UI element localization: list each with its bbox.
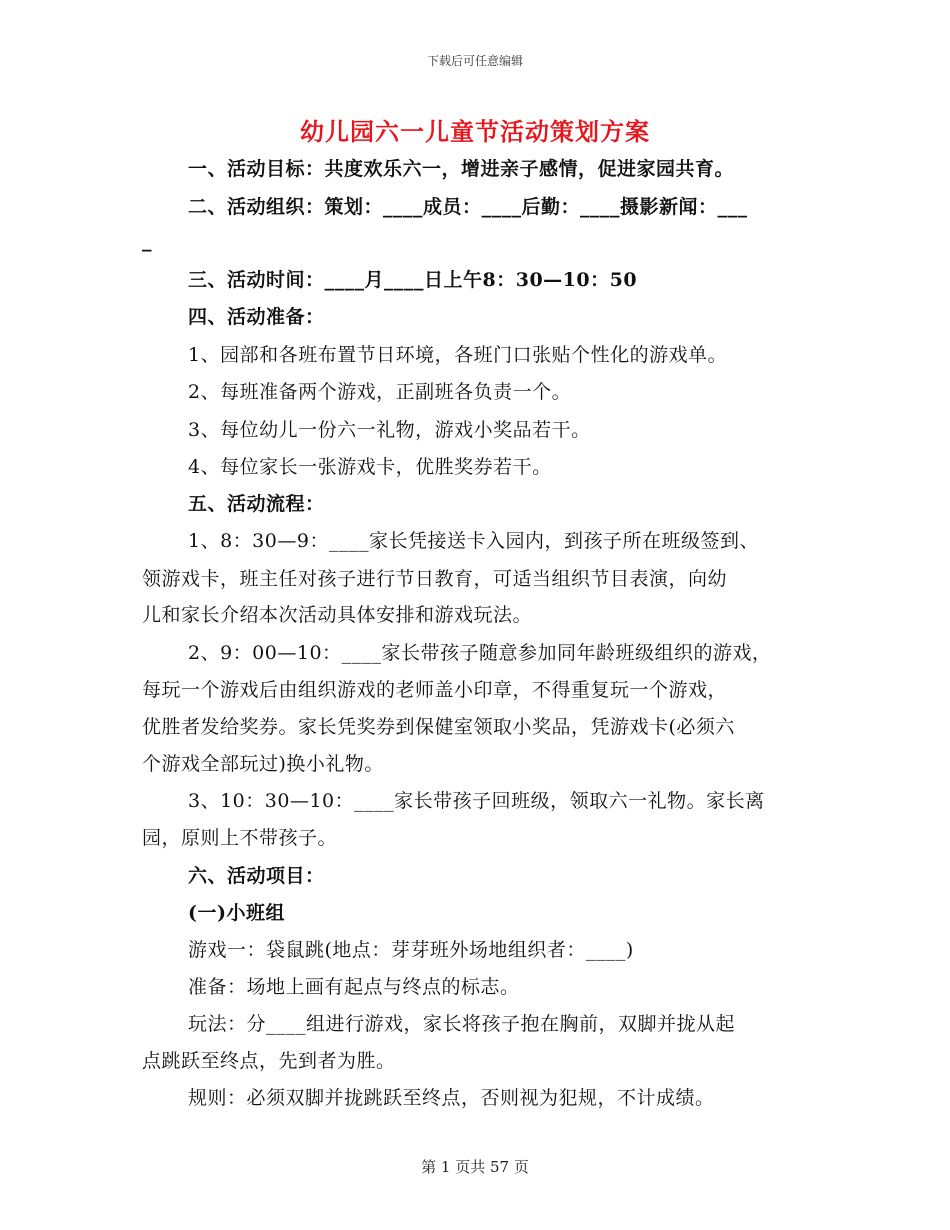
text-line: 3、10：30—10：____家长带孩子回班级，领取六一礼物。家长离: [188, 790, 765, 812]
text-line: 2、每班准备两个游戏，正副班各负责一个。: [188, 381, 572, 403]
text-line: 每玩一个游戏后由组织游戏的老师盖小印章，不得重复玩一个游戏，: [142, 679, 728, 701]
text-line: 二、活动组织：策划：____成员：____后勤：____摄影新闻：___: [188, 196, 748, 218]
text-line: 五、活动流程：: [188, 493, 325, 515]
text-line: 优胜者发给奖券。家长凭奖券到保健室领取小奖品，凭游戏卡(必须六: [142, 716, 735, 738]
text-line: 2、9：00—10：____家长带孩子随意参加同年龄班级组织的游戏，: [188, 642, 772, 664]
text-line: 六、活动项目：: [188, 865, 325, 887]
text-line: 游戏一：袋鼠跳(地点：芽芽班外场地组织者：____): [188, 939, 634, 961]
text-line: 准备：场地上画有起点与终点的标志。: [188, 976, 520, 998]
text-line: _: [142, 230, 152, 252]
header-note: 下载后可任意编辑: [426, 54, 523, 68]
text-line: 规则：必须双脚并拢跳跃至终点，否则视为犯规，不计成绩。: [188, 1087, 715, 1109]
text-line: 3、每位幼儿一份六一礼物，游戏小奖品若干。: [188, 419, 591, 441]
text-line: 4、每位家长一张游戏卡，优胜奖券若干。: [188, 456, 552, 478]
text-line: 三、活动时间：____月____日上午8：30—10：50: [188, 269, 638, 291]
text-line: 玩法：分____组进行游戏，家长将孩子抱在胸前，双脚并拢从起: [188, 1013, 736, 1035]
text-line: 一、活动目标：共度欢乐六一，增进亲子感情，促进家园共育。: [188, 158, 735, 180]
text-line: 四、活动准备：: [188, 306, 325, 328]
document-title: 幼儿园六一儿童节活动策划方案: [300, 117, 650, 146]
text-line: 领游戏卡，班主任对孩子进行节日教育，可适当组织节目表演，向幼: [142, 568, 728, 590]
text-line: 点跳跃至终点，先到者为胜。: [142, 1050, 396, 1072]
text-line: 儿和家长介绍本次活动具体安排和游戏玩法。: [142, 604, 533, 626]
page-footer: 第 1 页共 57 页: [421, 1158, 529, 1176]
text-line: 个游戏全部玩过)换小礼物。: [142, 753, 384, 775]
text-line: (一)小班组: [188, 902, 285, 924]
text-line: 1、8：30—9：____家长凭接送卡入园内，到孩子所在班级签到、: [188, 530, 759, 552]
text-line: 园，原则上不带孩子。: [142, 827, 338, 849]
text-line: 1、园部和各班布置节日环境，各班门口张贴个性化的游戏单。: [188, 344, 728, 366]
